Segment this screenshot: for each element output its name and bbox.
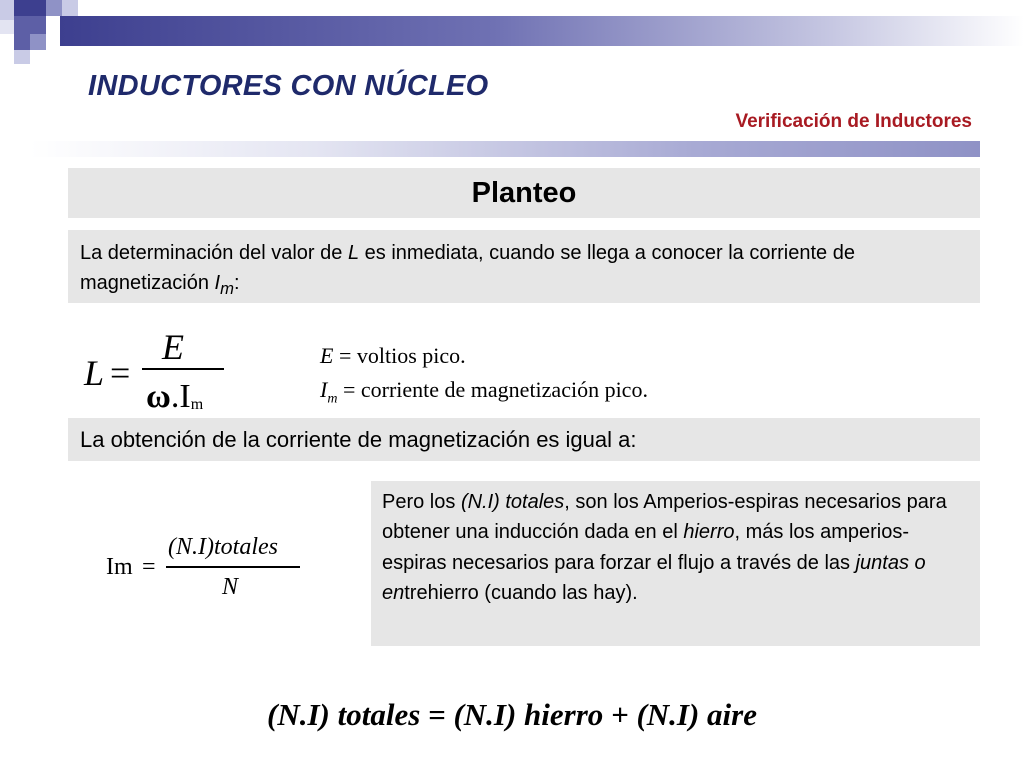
note-box xyxy=(371,481,980,646)
formula-numerator: (N.I)totales xyxy=(168,534,278,560)
variable-definitions xyxy=(320,339,648,416)
deco-square xyxy=(0,0,14,20)
note-text-part: Pero los xyxy=(382,491,461,513)
dot-operator: . xyxy=(170,378,180,415)
definition-text: = corriente de magnetización pico. xyxy=(337,377,648,402)
middle-text-box xyxy=(68,418,980,461)
definition-text: = voltios pico. xyxy=(333,343,466,368)
intro-text-part: es inmediata, cuando se llega a conocer la corriente de magnetización xyxy=(80,242,855,294)
header-gradient-bar xyxy=(60,16,1024,46)
symbol-Im xyxy=(320,377,338,407)
deco-square xyxy=(46,16,60,34)
formula-lhs: Im xyxy=(106,554,133,580)
fraction-line xyxy=(166,566,300,568)
definition-Im xyxy=(320,373,648,416)
symbol-I: I xyxy=(320,377,328,402)
slide-title: INDUCTORES CON NÚCLEO xyxy=(88,70,489,102)
slide-subtitle: Verificación de Inductores xyxy=(735,111,972,132)
formula-denominator: N xyxy=(222,574,239,600)
formula-lhs: L xyxy=(84,353,105,393)
intro-colon: : xyxy=(233,272,240,294)
title-underline-bar xyxy=(30,141,980,157)
note-text xyxy=(382,487,969,609)
symbol-I: I xyxy=(214,272,221,294)
formula-equals: = xyxy=(142,554,156,580)
note-emphasis: juntas o en xyxy=(382,551,926,605)
formula-denominator xyxy=(146,378,203,416)
section-heading-box xyxy=(68,168,980,218)
symbol-L: L xyxy=(347,242,360,264)
definition-E xyxy=(320,339,648,373)
note-text-part: trehierro (cuando las hay). xyxy=(404,582,638,605)
deco-square xyxy=(14,50,30,64)
deco-square xyxy=(0,20,14,34)
middle-text: La obtención de la corriente de magnetización es igual a: xyxy=(80,427,637,452)
symbol-Im xyxy=(214,272,234,298)
note-text-part: , son los Amperios-espiras necesarios para obtener una inducción dada en el xyxy=(382,491,947,544)
omega-symbol: ω xyxy=(146,378,171,415)
deco-square xyxy=(46,0,62,16)
inductance-formula xyxy=(84,327,224,415)
note-emphasis: (N.I) totales xyxy=(460,491,565,513)
current-symbol: I xyxy=(179,378,191,415)
note-emphasis: hierro xyxy=(683,521,735,544)
intro-text-part: La determinación del valor de xyxy=(80,242,348,264)
section-heading: Planteo xyxy=(471,177,577,209)
deco-square xyxy=(30,34,46,50)
subscript-m: m xyxy=(190,396,204,413)
intro-text xyxy=(80,238,968,304)
total-ampere-turns-formula: (N.I) totales = (N.I) hierro + (N.I) aire xyxy=(267,697,757,732)
subscript-m: m xyxy=(220,279,234,298)
deco-square xyxy=(14,0,46,16)
subscript-m: m xyxy=(327,391,338,407)
intro-box xyxy=(68,230,980,303)
magnetizing-current-formula xyxy=(106,530,306,610)
formula-equals: = xyxy=(110,353,131,393)
note-text-part: , más los amperios-espiras necesarios para forzar el flujo a través de las xyxy=(382,521,909,574)
fraction-line xyxy=(142,368,224,370)
formula-numerator: E xyxy=(162,327,184,367)
deco-square xyxy=(62,0,78,16)
symbol-E: E xyxy=(320,343,334,368)
